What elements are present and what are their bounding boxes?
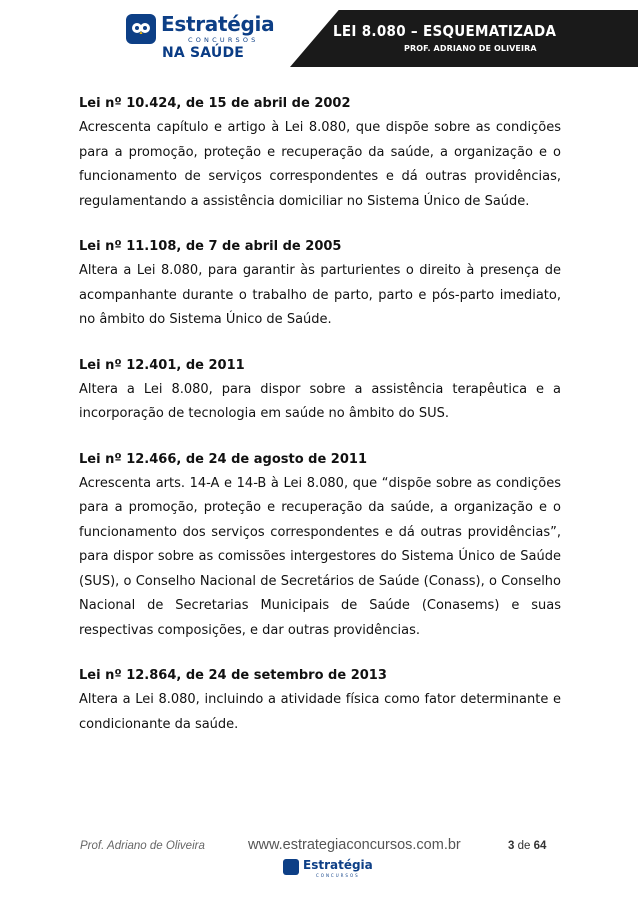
law-title: Lei nº 10.424, de 15 de abril de 2002 xyxy=(79,96,351,111)
banner-author: PROF. ADRIANO DE OLIVEIRA xyxy=(404,44,537,53)
owl-logo-icon xyxy=(126,14,156,44)
page-separator: de xyxy=(517,840,531,852)
document-body xyxy=(79,92,561,758)
law-description: Altera a Lei 8.080, para dispor sobre a assistência terapêutica e a incorporação de tecnologia em saúde no âmbito do SUS. xyxy=(79,381,561,421)
page-current: 3 xyxy=(508,840,515,852)
law-description: Altera a Lei 8.080, para garantir às parturientes o direito à presença de acompanhante durante o trabalho de parto, parto e pós-parto imediato, no âmbito do Sistema Único de Saúde. xyxy=(79,263,561,327)
brand-saude-label: NA SAÚDE xyxy=(162,45,245,61)
brand-subtitle: CONCURSOS xyxy=(188,36,259,44)
law-title: Lei nº 12.401, de 2011 xyxy=(79,357,245,373)
owl-logo-icon xyxy=(283,859,299,875)
footer-logo xyxy=(283,858,393,880)
footer-logo-name: Estratégia xyxy=(303,858,373,872)
law-description: Acrescenta arts. 14-A e 14-B à Lei 8.080, que “dispõe sobre as condições para a promoção, proteção e recuperação da saúde, a organização e o funcionamento dos serviços correspondentes e dá outras providências”, para dispor sobre as comissões intergestores do Sistema Único de Saúde (SUS), o Conselho Nacional de Secretários de Saúde (Conass), o Conselho Nacional de Secretarias Municipais de Saúde (Conasems) e suas respectivas composições, e dar outras providências. xyxy=(79,475,561,638)
law-entry xyxy=(79,354,561,427)
law-title: Lei nº 12.864, de 24 de setembro de 2013 xyxy=(79,668,387,683)
law-title: Lei nº 12.466, de 24 de agosto de 2011 xyxy=(79,451,367,467)
law-description: Altera a Lei 8.080, incluindo a atividade física como fator determinante e condicionante da saúde. xyxy=(79,692,561,732)
page-total: 64 xyxy=(533,840,547,852)
footer-logo-subtitle: CONCURSOS xyxy=(316,873,360,878)
footer-website-link[interactable]: www.estrategiaconcursos.com.br xyxy=(248,837,461,853)
page-footer xyxy=(0,830,638,903)
footer-author: Prof. Adriano de Oliveira xyxy=(80,840,205,852)
banner-title: LEI 8.080 – ESQUEMATIZADA xyxy=(333,22,557,40)
brand-name: Estratégia xyxy=(161,12,275,36)
law-entry xyxy=(79,664,561,737)
brand-logo xyxy=(126,12,286,68)
page-header xyxy=(0,0,638,75)
law-title: Lei nº 11.108, de 7 de abril de 2005 xyxy=(79,239,342,254)
law-description: Acrescenta capítulo e artigo à Lei 8.080, que dispõe sobre as condições para a promoção, proteção e recuperação da saúde, a organização e o funcionamento de serviços correspondentes e dá outras providências, regulamentando a assistência domiciliar no Sistema Único de Saúde. xyxy=(79,120,561,209)
page-number xyxy=(508,840,546,852)
law-entry xyxy=(79,448,561,644)
law-entry xyxy=(79,92,561,214)
law-entry xyxy=(79,235,561,333)
